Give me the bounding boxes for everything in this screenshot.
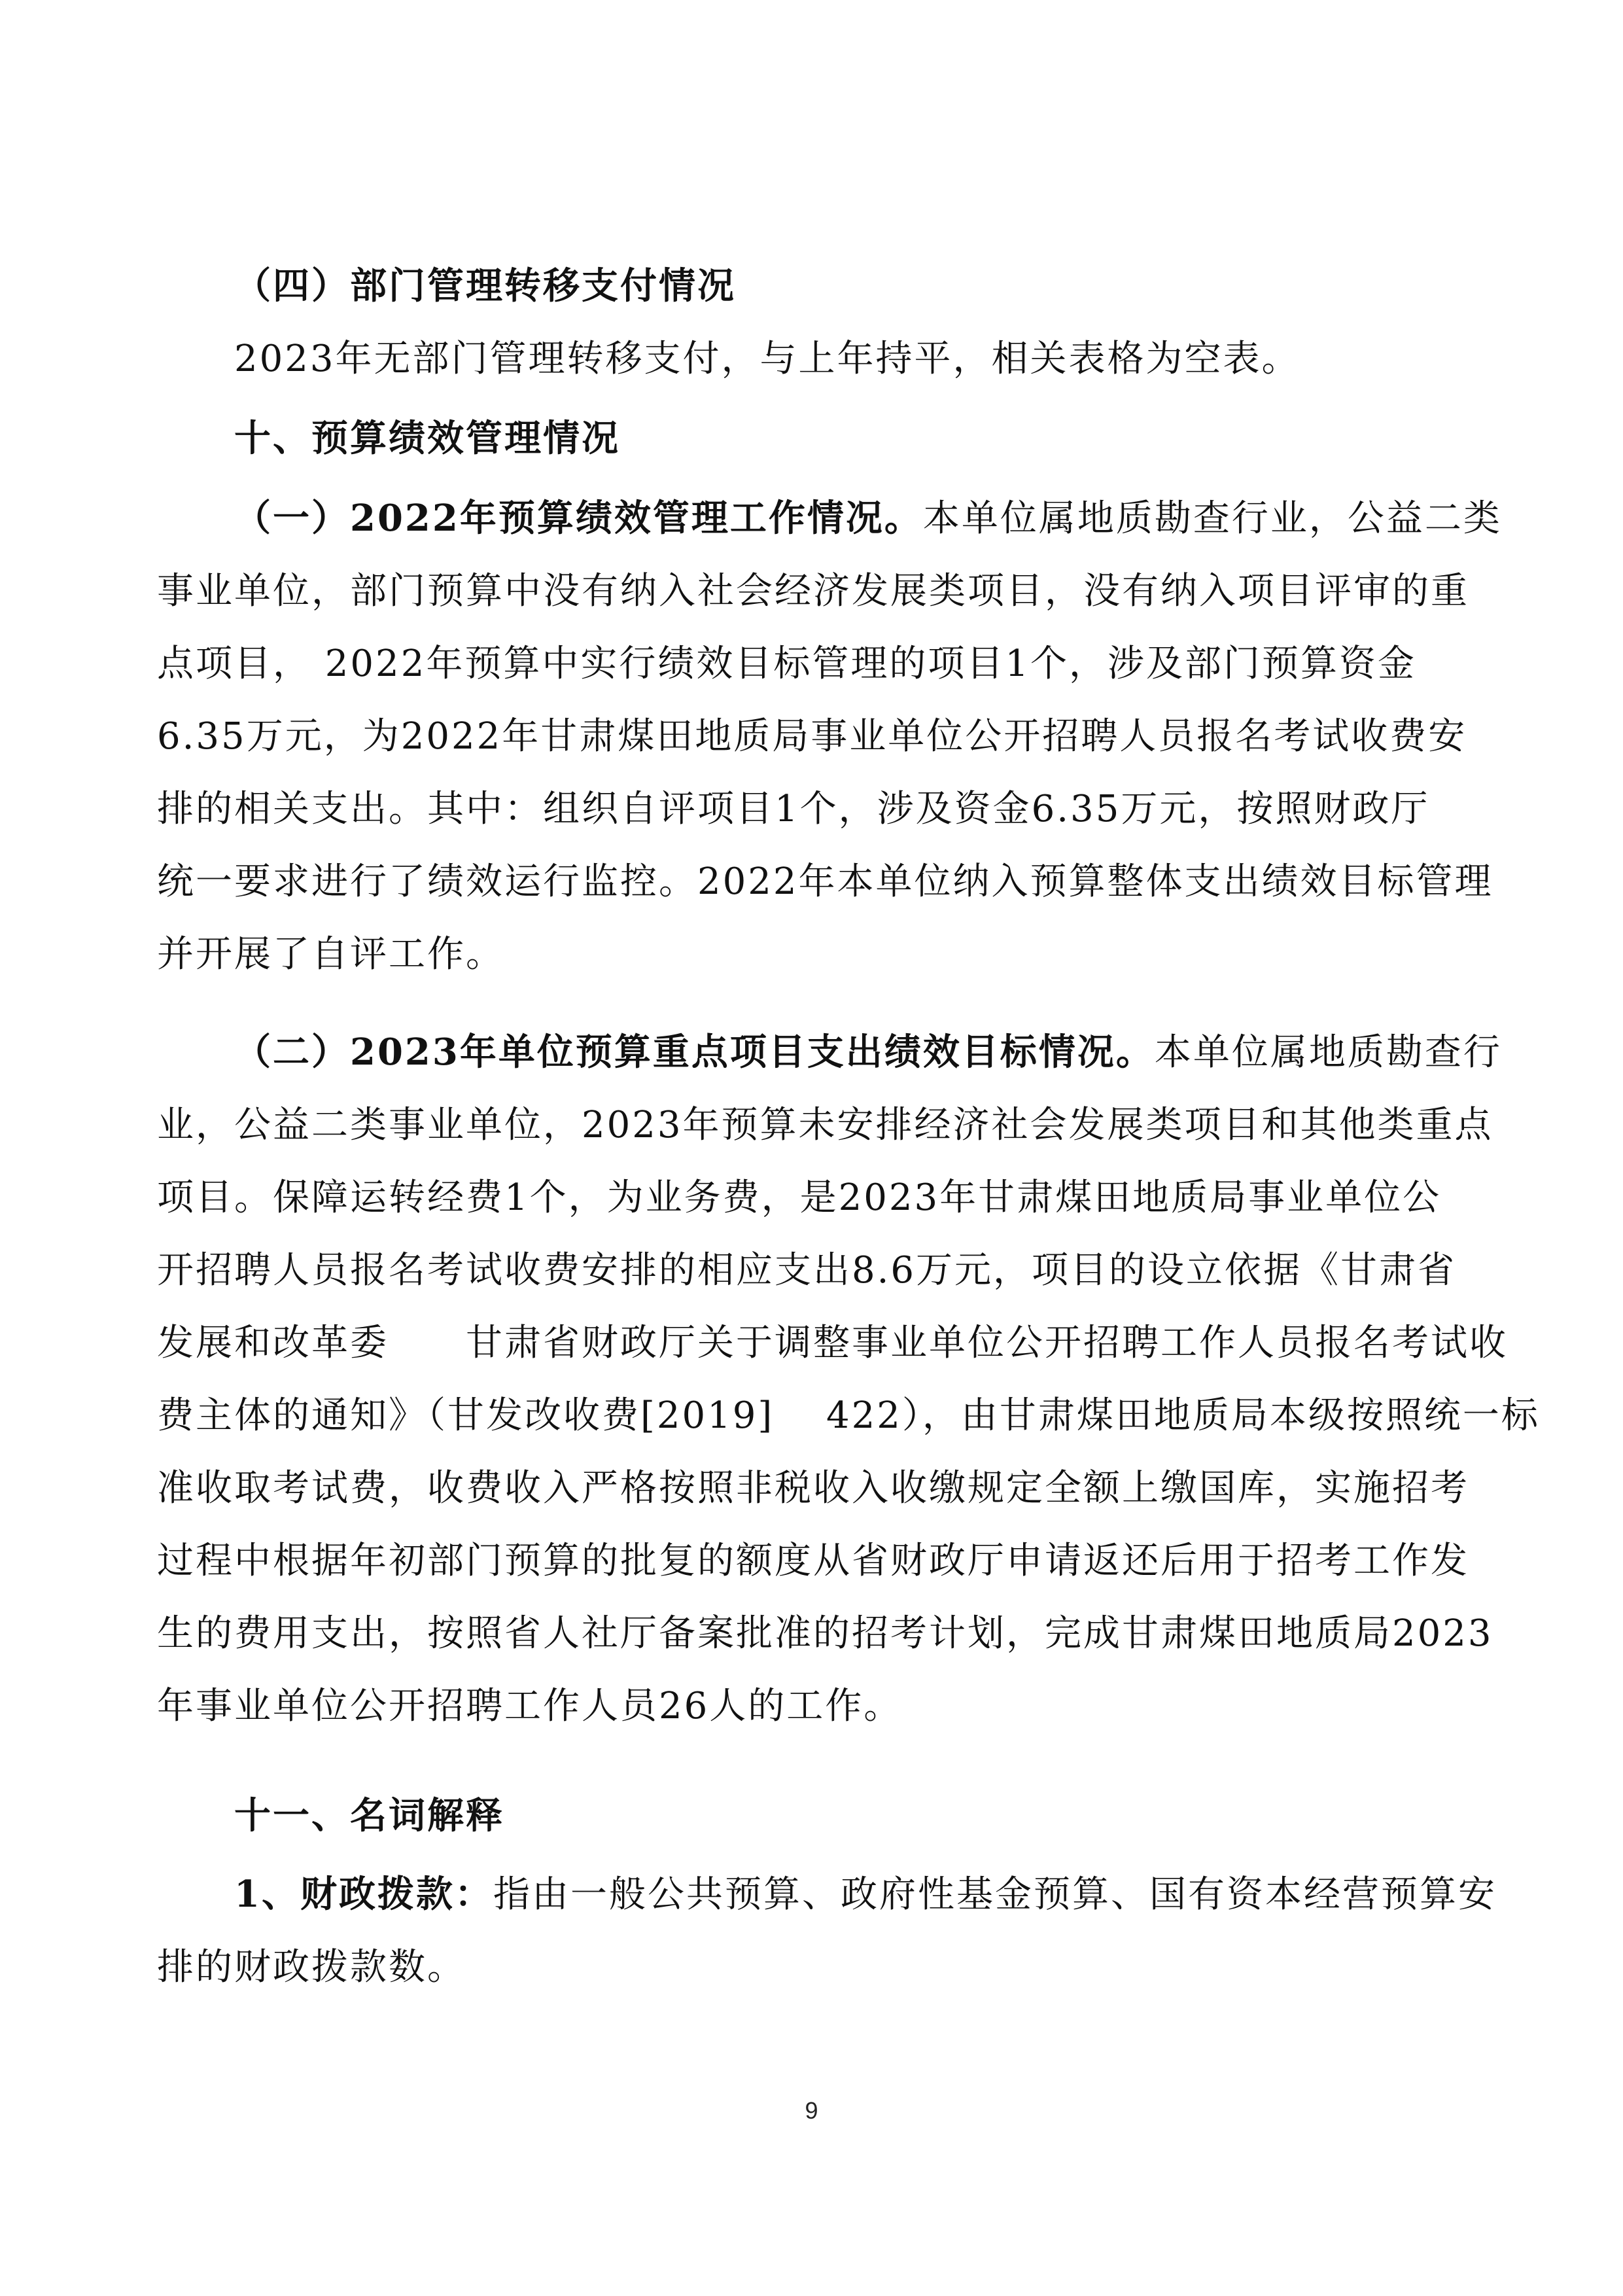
section-4-heading-text: （四）部门管理转移支付情况 bbox=[234, 264, 736, 308]
sub1-line-1-text: 本单位属地质勘查行业，公益二类 bbox=[922, 497, 1502, 540]
term1-lead: 1、财政拨款： bbox=[234, 1873, 493, 1916]
sub2-line-1-text: 本单位属地质勘查行 bbox=[1154, 1031, 1502, 1074]
sub1-line-5: 排的相关支出。其中：组织自评项目1个，涉及资金6.35万元，按照财政厅 bbox=[157, 788, 1430, 830]
sub2-line-6: 费主体的通知》（甘发改收费[2019] 422），由甘肃煤田地质局本级按照统一标 bbox=[157, 1394, 1540, 1437]
sub1-line-2: 事业单位，部门预算中没有纳入社会经济发展类项目，没有纳入项目评审的重 bbox=[157, 570, 1469, 612]
sub2-lead: （二）2023年单位预算重点项目支出绩效目标情况。 bbox=[234, 1031, 1155, 1074]
sub2-line-5: 发展和改革委 甘肃省财政厅关于调整事业单位公开招聘工作人员报名考试收 bbox=[157, 1322, 1508, 1364]
section-10-sub2-paragraph bbox=[157, 1016, 1540, 1742]
section-4-heading bbox=[157, 250, 1466, 323]
term1-line-2: 排的财政拨款数。 bbox=[157, 1946, 466, 1988]
sub2-line-2: 业，公益二类事业单位，2023年预算未安排经济社会发展类项目和其他类重点 bbox=[157, 1104, 1493, 1146]
page-number: 9 bbox=[805, 2097, 818, 2124]
sub2-line-4: 开招聘人员报名考试收费安排的相应支出8.6万元，项目的设立依据《甘肃省 bbox=[157, 1249, 1457, 1292]
section-11-heading bbox=[157, 1780, 1466, 1852]
sub2-line-3: 项目。保障运转经费1个，为业务费，是2023年甘肃煤田地质局事业单位公 bbox=[157, 1176, 1442, 1219]
section-11-term1-paragraph bbox=[157, 1858, 1497, 2004]
section-10-sub1-paragraph bbox=[157, 482, 1502, 991]
section-10-heading-text: 十、预算绩效管理情况 bbox=[234, 417, 620, 460]
sub1-line-3: 点项目， 2022年预算中实行绩效目标管理的项目1个，涉及部门预算资金 bbox=[157, 643, 1416, 685]
sub2-line-1 bbox=[157, 1016, 1502, 1089]
sub1-line-7: 并开展了自评工作。 bbox=[157, 933, 504, 976]
sub2-line-8: 过程中根据年初部门预算的批复的额度从省财政厅申请返还后用于招考工作发 bbox=[157, 1540, 1469, 1582]
section-4-body-text: 2023年无部门管理转移支付，与上年持平，相关表格为空表。 bbox=[234, 338, 1300, 380]
sub2-line-9: 生的费用支出，按照省人社厅备案批准的招考计划，完成甘肃煤田地质局2023 bbox=[157, 1612, 1493, 1655]
section-4-body bbox=[157, 323, 1466, 395]
sub1-line-4: 6.35万元，为2022年甘肃煤田地质局事业单位公开招聘人员报名考试收费安 bbox=[157, 715, 1467, 758]
sub1-line-6: 统一要求进行了绩效运行监控。2022年本单位纳入预算整体支出绩效目标管理 bbox=[157, 860, 1493, 903]
term1-line-1-text: 指由一般公共预算、政府性基金预算、国有资本经营预算安 bbox=[493, 1873, 1497, 1916]
sub1-lead: （一）2022年预算绩效管理工作情况。 bbox=[234, 497, 923, 540]
section-10-heading bbox=[157, 402, 1466, 475]
sub2-line-10: 年事业单位公开招聘工作人员26人的工作。 bbox=[157, 1685, 903, 1727]
sub2-line-7: 准收取考试费，收费收入严格按照非税收入收缴规定全额上缴国库，实施招考 bbox=[157, 1467, 1469, 1510]
sub1-line-1 bbox=[157, 482, 1502, 555]
section-11-heading-text: 十一、名词解释 bbox=[234, 1794, 504, 1837]
term1-line-1 bbox=[157, 1858, 1497, 1931]
